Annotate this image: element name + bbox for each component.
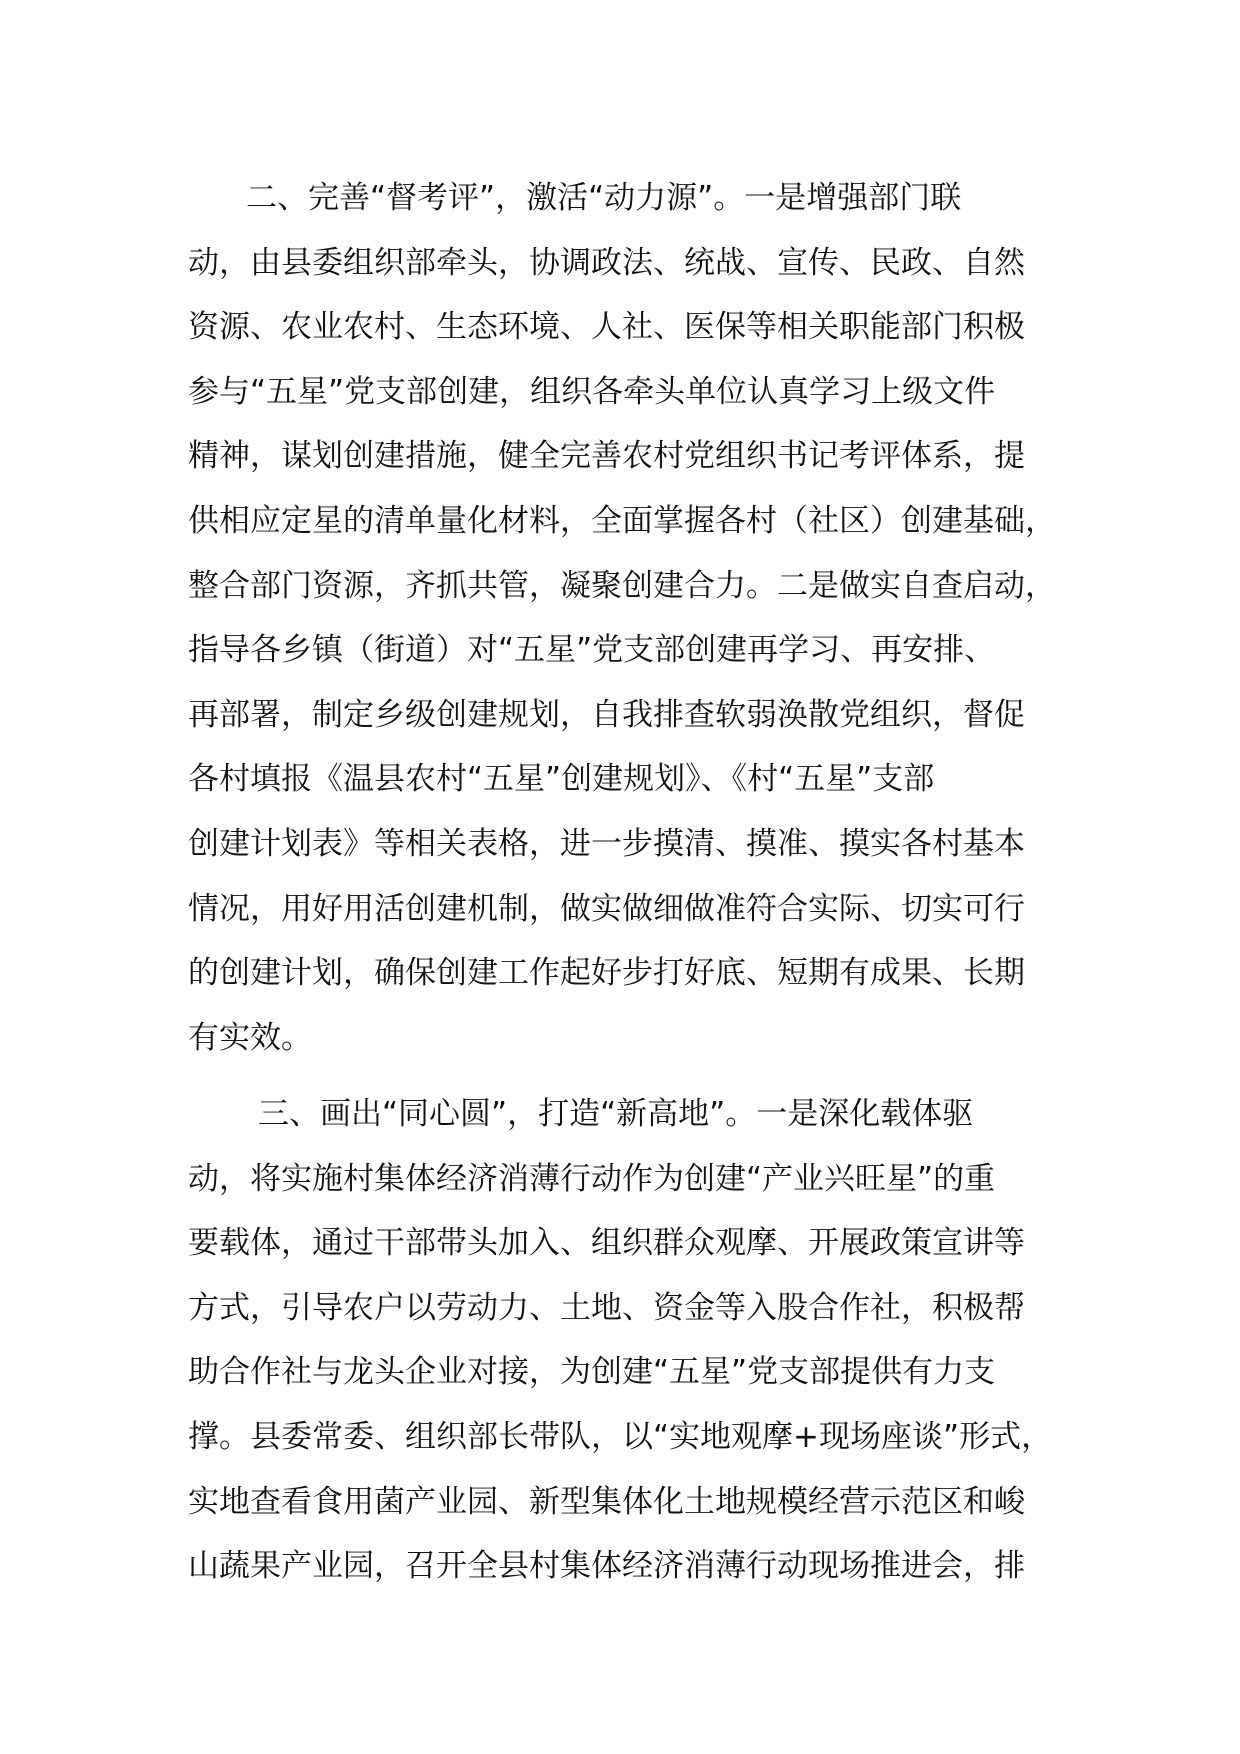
- text-line: 供相应定星的清单量化材料，全面掌握各村（社区）创建基础，: [188, 502, 1056, 539]
- paragraph-section-two: [188, 166, 1088, 1070]
- text-line: 撑。县委常委、组织部长带队，以“实地观摩+现场座谈”形式，: [188, 1418, 1053, 1455]
- text-line: 再部署，制定乡级创建规划，自我排查软弱涣散党组织，督促: [188, 696, 1025, 733]
- text-line: 整合部门资源，齐抓共管，凝聚创建合力。二是做实自查启动，: [188, 567, 1056, 604]
- text-line: 二、完善“督考评”，激活“动力源”。一是增强部门联: [246, 180, 962, 216]
- text-line: 要载体，通过干部带头加入、组织群众观摩、开展政策宣讲等: [188, 1225, 1025, 1262]
- text-line: 动，由县委组织部牵头，协调政法、统战、宣传、民政、自然: [188, 244, 1025, 281]
- text-line: 助合作社与龙头企业对接，为创建“五星”党支部提供有力支: [188, 1354, 996, 1391]
- text-line: 各村填报《温县农村“五星”创建规划》、《村“五星”支部: [188, 761, 935, 798]
- text-line: 的创建计划，确保创建工作起好步打好底、短期有成果、长期: [188, 955, 1025, 992]
- paragraph-section-three: [188, 1082, 1088, 1599]
- text-line: 动，将实施村集体经济消薄行动作为创建“产业兴旺星”的重: [188, 1160, 996, 1197]
- text-line: 资源、农业农村、生态环境、人社、医保等相关职能部门积极: [188, 309, 1025, 346]
- text-line: 有实效。: [188, 1019, 312, 1056]
- text-line: 山蔬果产业园，召开全县村集体经济消薄行动现场推进会，排: [188, 1548, 1025, 1585]
- text-line: 实地查看食用菌产业园、新型集体化土地规模经营示范区和峻: [188, 1483, 1025, 1520]
- text-line: 指导各乡镇（街道）对“五星”党支部创建再学习、再安排、: [188, 632, 996, 669]
- text-line: 创建计划表》等相关表格，进一步摸清、摸准、摸实各村基本: [188, 825, 1025, 862]
- text-line: 参与“五星”党支部创建，组织各牵头单位认真学习上级文件: [188, 373, 996, 410]
- text-line: 精神，谋划创建措施，健全完善农村党组织书记考评体系，提: [188, 438, 1025, 475]
- text-line: 情况，用好用活创建机制，做实做细做准符合实际、切实可行: [188, 890, 1025, 927]
- text-line: 三、画出“同心圆”，打造“新高地”。一是深化载体驱: [258, 1096, 974, 1132]
- text-line: 方式，引导农户以劳动力、土地、资金等入股合作社，积极帮: [188, 1289, 1025, 1326]
